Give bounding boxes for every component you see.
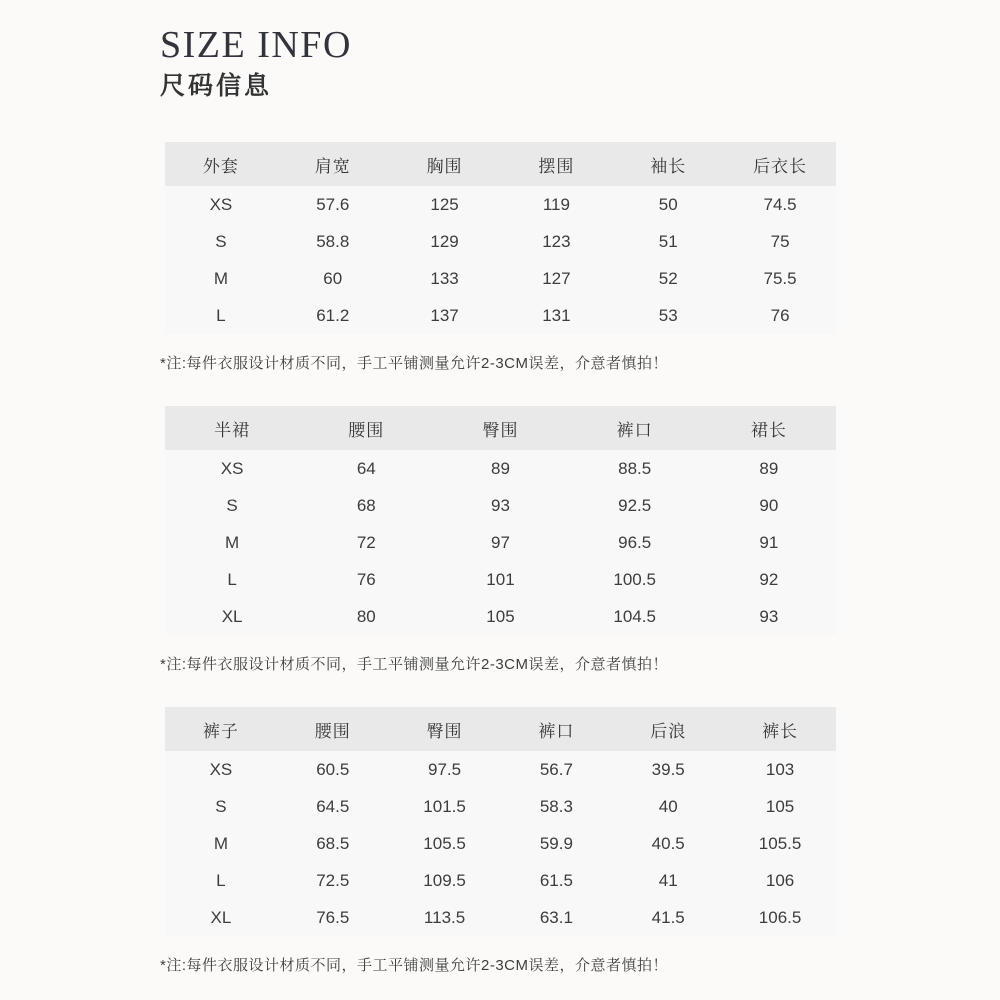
cell-value: 72 bbox=[356, 532, 376, 552]
column-header: 裙长 bbox=[702, 406, 836, 450]
cell-value: 123 bbox=[542, 231, 571, 251]
cell-value: 57.6 bbox=[316, 194, 350, 214]
size-label: M bbox=[225, 532, 240, 552]
cell-value: 88.5 bbox=[618, 458, 652, 478]
table-row bbox=[165, 598, 836, 635]
table-row bbox=[165, 899, 836, 936]
cell-value: 76.5 bbox=[316, 907, 350, 927]
cell-value: 76 bbox=[770, 305, 790, 325]
cell-value: 105 bbox=[486, 606, 515, 626]
table-row bbox=[165, 297, 836, 334]
cell-value: 119 bbox=[542, 194, 570, 214]
cell-value: 50 bbox=[658, 194, 678, 214]
size-label: XS bbox=[220, 458, 244, 478]
cell-value: 105 bbox=[765, 796, 795, 816]
column-header: 臀围 bbox=[389, 707, 501, 751]
cell-value: 68 bbox=[356, 495, 376, 515]
page-subtitle: 尺码信息 bbox=[160, 71, 273, 100]
size-table-pants bbox=[165, 707, 836, 936]
cell-value: 91 bbox=[759, 532, 779, 552]
cell-value: 89 bbox=[491, 458, 510, 478]
table-row bbox=[165, 450, 836, 487]
cell-value: 75.5 bbox=[763, 268, 797, 288]
table-header-row bbox=[165, 406, 836, 450]
cell-value: 40.5 bbox=[651, 833, 685, 853]
cell-value: 76 bbox=[356, 569, 376, 589]
cell-value: 51 bbox=[658, 231, 678, 251]
column-header: 后浪 bbox=[612, 707, 724, 751]
table-category-header: 半裙 bbox=[165, 406, 299, 450]
size-label: S bbox=[215, 796, 227, 816]
size-label: XS bbox=[209, 759, 233, 779]
cell-value: 113.5 bbox=[423, 907, 466, 927]
table-header-row bbox=[165, 707, 836, 751]
cell-value: 92.5 bbox=[618, 495, 652, 515]
size-label: M bbox=[213, 833, 228, 853]
cell-value: 137 bbox=[430, 305, 459, 325]
table-row bbox=[165, 862, 836, 899]
size-label: L bbox=[227, 569, 237, 589]
cell-value: 93 bbox=[491, 495, 510, 515]
cell-value: 39.5 bbox=[651, 759, 685, 779]
table-row bbox=[165, 487, 836, 524]
column-header: 裤口 bbox=[500, 707, 612, 751]
cell-value: 125 bbox=[430, 194, 459, 214]
size-label: XL bbox=[210, 907, 232, 927]
cell-value: 93 bbox=[759, 606, 779, 626]
cell-value: 53 bbox=[658, 305, 678, 325]
cell-value: 92 bbox=[759, 569, 779, 589]
size-label: XL bbox=[221, 606, 243, 626]
cell-value: 61.5 bbox=[539, 870, 573, 890]
table-header-row bbox=[165, 142, 836, 186]
column-header: 裤口 bbox=[568, 406, 702, 450]
cell-value: 133 bbox=[430, 268, 459, 288]
cell-value: 40 bbox=[658, 796, 678, 816]
cell-value: 89 bbox=[759, 458, 779, 478]
size-label: S bbox=[215, 231, 227, 251]
cell-value: 103 bbox=[765, 759, 795, 779]
cell-value: 59.9 bbox=[539, 833, 573, 853]
cell-value: 105.5 bbox=[423, 833, 466, 853]
table-row bbox=[165, 751, 836, 788]
cell-value: 64.5 bbox=[316, 796, 350, 816]
column-header: 臀围 bbox=[433, 406, 567, 450]
size-table-skirt bbox=[165, 406, 836, 635]
cell-value: 90 bbox=[759, 495, 779, 515]
table-row bbox=[165, 788, 836, 825]
size-label: L bbox=[216, 870, 226, 890]
cell-value: 58.3 bbox=[539, 796, 573, 816]
cell-value: 131 bbox=[542, 305, 571, 325]
measurement-note: *注:每件衣服设计材质不同，手工平铺测量允许2-3CM误差，介意者慎拍！ bbox=[160, 957, 669, 975]
size-label: S bbox=[226, 495, 238, 515]
cell-value: 101 bbox=[486, 569, 515, 589]
cell-value: 127 bbox=[542, 268, 571, 288]
cell-value: 52 bbox=[658, 268, 678, 288]
cell-value: 75 bbox=[770, 231, 790, 251]
column-header: 袖长 bbox=[612, 142, 724, 186]
cell-value: 101.5 bbox=[423, 796, 466, 816]
cell-value: 97.5 bbox=[428, 759, 462, 779]
cell-value: 96.5 bbox=[618, 532, 652, 552]
cell-value: 106 bbox=[765, 870, 795, 890]
table-row bbox=[165, 186, 836, 223]
cell-value: 80 bbox=[356, 606, 376, 626]
column-header: 摆围 bbox=[500, 142, 612, 186]
column-header: 腰围 bbox=[299, 406, 433, 450]
cell-value: 100.5 bbox=[613, 569, 656, 589]
column-header: 腰围 bbox=[277, 707, 389, 751]
table-row bbox=[165, 260, 836, 297]
column-header: 肩宽 bbox=[277, 142, 389, 186]
size-label: L bbox=[216, 305, 226, 325]
cell-value: 106.5 bbox=[758, 907, 802, 927]
cell-value: 61.2 bbox=[316, 305, 350, 325]
size-label: XS bbox=[209, 194, 233, 214]
size-table-jacket bbox=[165, 142, 836, 334]
cell-value: 68.5 bbox=[316, 833, 350, 853]
cell-value: 63.1 bbox=[539, 907, 573, 927]
cell-value: 109.5 bbox=[423, 870, 466, 890]
table-row bbox=[165, 561, 836, 598]
cell-value: 104.5 bbox=[613, 606, 656, 626]
cell-value: 56.7 bbox=[539, 759, 573, 779]
cell-value: 97 bbox=[491, 532, 510, 552]
cell-value: 72.5 bbox=[316, 870, 350, 890]
cell-value: 58.8 bbox=[316, 231, 350, 251]
column-header: 后衣长 bbox=[724, 142, 836, 186]
measurement-note: *注:每件衣服设计材质不同，手工平铺测量允许2-3CM误差，介意者慎拍！ bbox=[160, 355, 669, 373]
cell-value: 105.5 bbox=[758, 833, 802, 853]
page-title: SIZE INFO bbox=[160, 24, 352, 66]
cell-value: 129 bbox=[430, 231, 459, 251]
cell-value: 41 bbox=[658, 870, 678, 890]
table-category-header: 外套 bbox=[165, 142, 277, 186]
size-label: M bbox=[213, 268, 228, 288]
table-row bbox=[165, 223, 836, 260]
cell-value: 41.5 bbox=[651, 907, 685, 927]
column-header: 裤长 bbox=[724, 707, 836, 751]
table-category-header: 裤子 bbox=[165, 707, 277, 751]
table-row bbox=[165, 524, 836, 561]
cell-value: 74.5 bbox=[763, 194, 797, 214]
cell-value: 60.5 bbox=[316, 759, 350, 779]
measurement-note: *注:每件衣服设计材质不同，手工平铺测量允许2-3CM误差，介意者慎拍！ bbox=[160, 656, 669, 674]
cell-value: 64 bbox=[356, 458, 376, 478]
column-header: 胸围 bbox=[389, 142, 501, 186]
cell-value: 60 bbox=[323, 268, 343, 288]
table-row bbox=[165, 825, 836, 862]
